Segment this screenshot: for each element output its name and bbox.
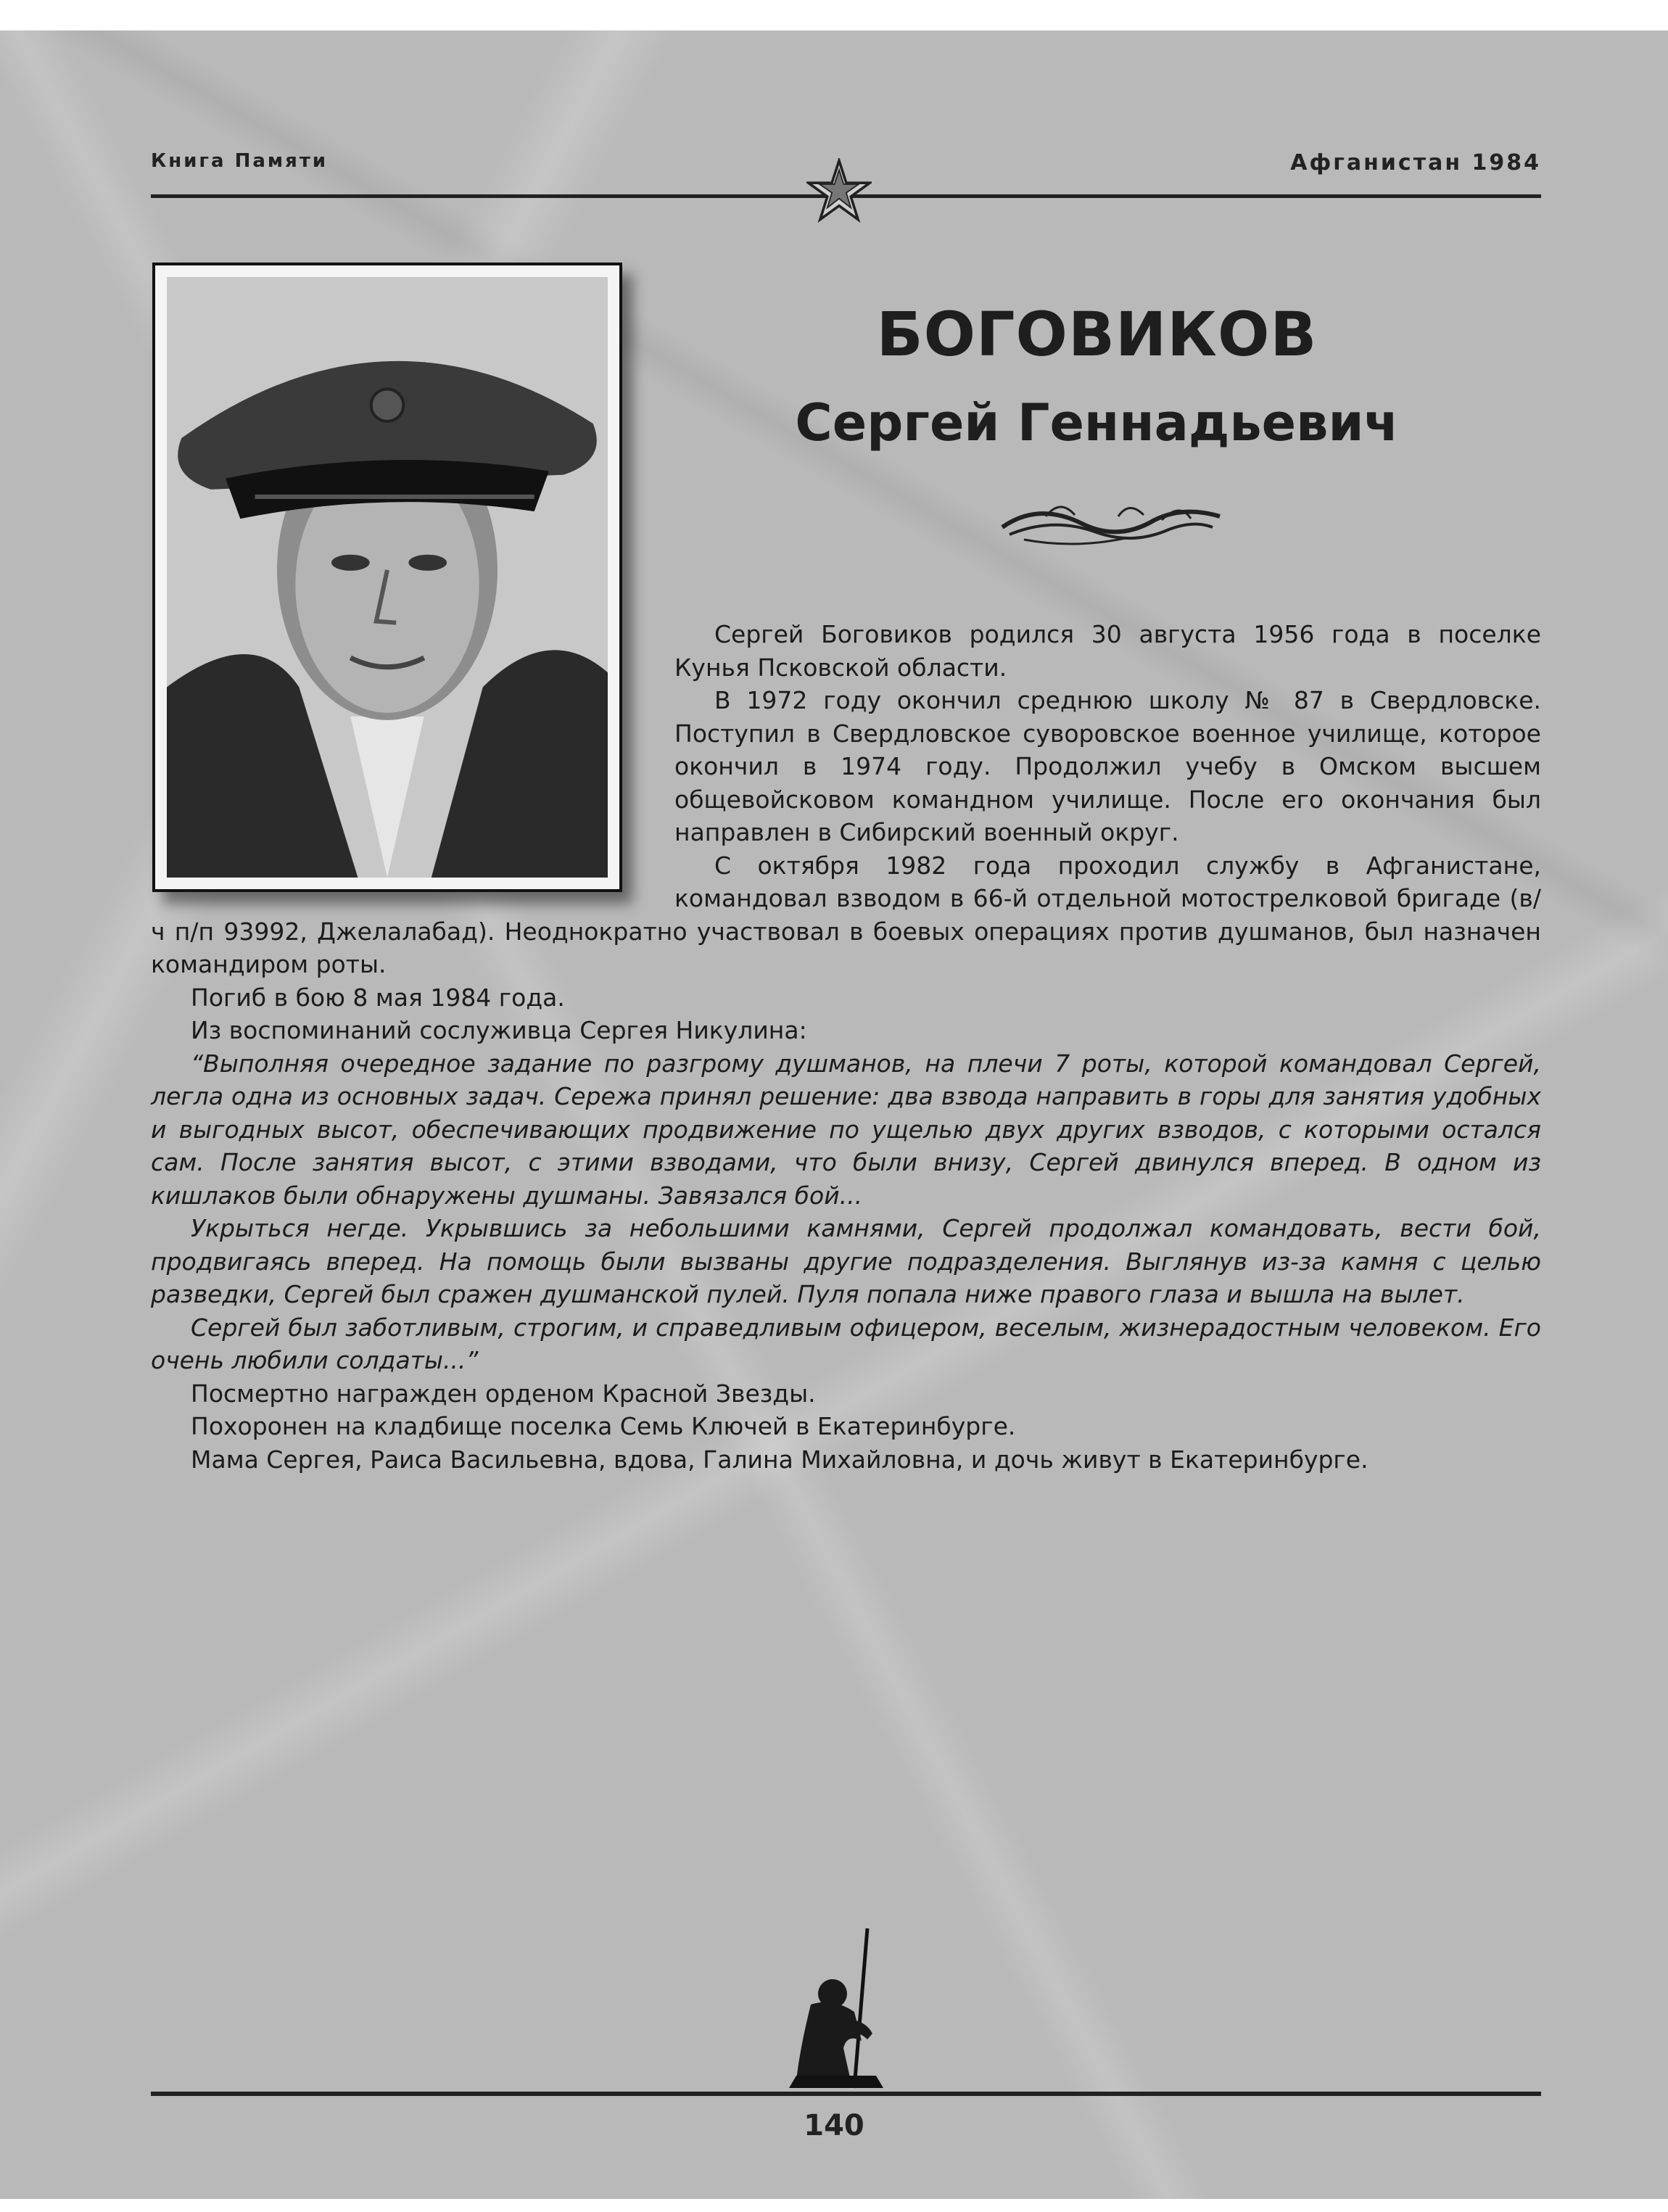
page-sheet xyxy=(0,30,1668,2199)
person-given-names: Сергей Геннадьевич xyxy=(795,393,1399,453)
person-surname: БОГОВИКОВ xyxy=(876,299,1318,370)
paragraph-memoir-intro: Из воспоминаний сослуживца Сергея Никулина: xyxy=(191,1016,807,1044)
paragraph-death: Погиб в бою 8 мая 1984 года. xyxy=(191,983,565,1012)
ornament-icon xyxy=(995,495,1227,553)
paragraph-award: Посмертно награжден орденом Красной Звезды. xyxy=(191,1379,816,1408)
star-icon xyxy=(806,158,872,223)
paragraph-family: Мама Сергея, Раиса Васильевна, вдова, Галина Михайловна, и дочь живут в Екатеринбурге. xyxy=(191,1445,1368,1474)
header-section-year: Афганистан 1984 xyxy=(1290,150,1541,176)
biography-text xyxy=(151,618,1541,1476)
paragraph-birth: Сергей Боговиков родился 30 августа 1956 года в поселке Кунья Псковской области. xyxy=(674,620,1541,682)
soldier-monument-icon xyxy=(782,1925,891,2096)
paragraph-education: В 1972 году окончил среднюю школу № 87 в Свердловске. Поступил в Свердловское суворовское военное училище, которое окончил в 1974 году. Продолжил учебу в Омском высшем общевойсковом командном училище. После его окончания был направлен в Сибирский военный округ. xyxy=(674,686,1541,846)
footer-rule xyxy=(151,2092,1541,2096)
photo-wrap-spacer xyxy=(151,618,674,914)
paragraph-quote-3: Сергей был заботливым, строгим, и справедливым офицером, веселым, жизнерадостным человеком. Его очень любили солдаты...” xyxy=(151,1313,1541,1374)
paragraph-burial: Похоронен на кладбище поселка Семь Ключей в Екатеринбурге. xyxy=(191,1412,1016,1440)
paragraph-quote-2: Укрыться негде. Укрывшись за небольшими камнями, Сергей продолжал командовать, вести бой, продвигаясь вперед. На помощь были вызваны другие подразделения. Выглянув из-за камня с целью разведки, Сергей был сражен душманской пулей. Пуля попала ниже правого глаза и вышла на вылет. xyxy=(151,1214,1541,1308)
page-number: 140 xyxy=(804,2109,864,2142)
paragraph-quote-1: “Выполняя очередное задание по разгрому душманов, на плечи 7 роты, которой командовал Сергей, легла одна из основных задач. Сережа принял решение: два взвода направить в горы для занятия удобных и выгодных высот, обеспечивающих продвижение по ущелью двух других взводов, с которыми остался сам. После занятия высот, с этими взводами, что были внизу, Сергей двинулся вперед. В одном из кишлаков были обнаружены душманы. Завязался бой... xyxy=(151,1049,1541,1210)
paragraph-service: С октября 1982 года проходил службу в Афганистане, командовал взводом в 66-й отдельной мотострелковой бригаде (в/ч п/п 93992, Джелалабад). Неоднократно участвовал в боевых операциях против душманов, был назначен командиром роты. xyxy=(151,851,1541,978)
header-book-title: Книга Памяти xyxy=(151,150,329,172)
